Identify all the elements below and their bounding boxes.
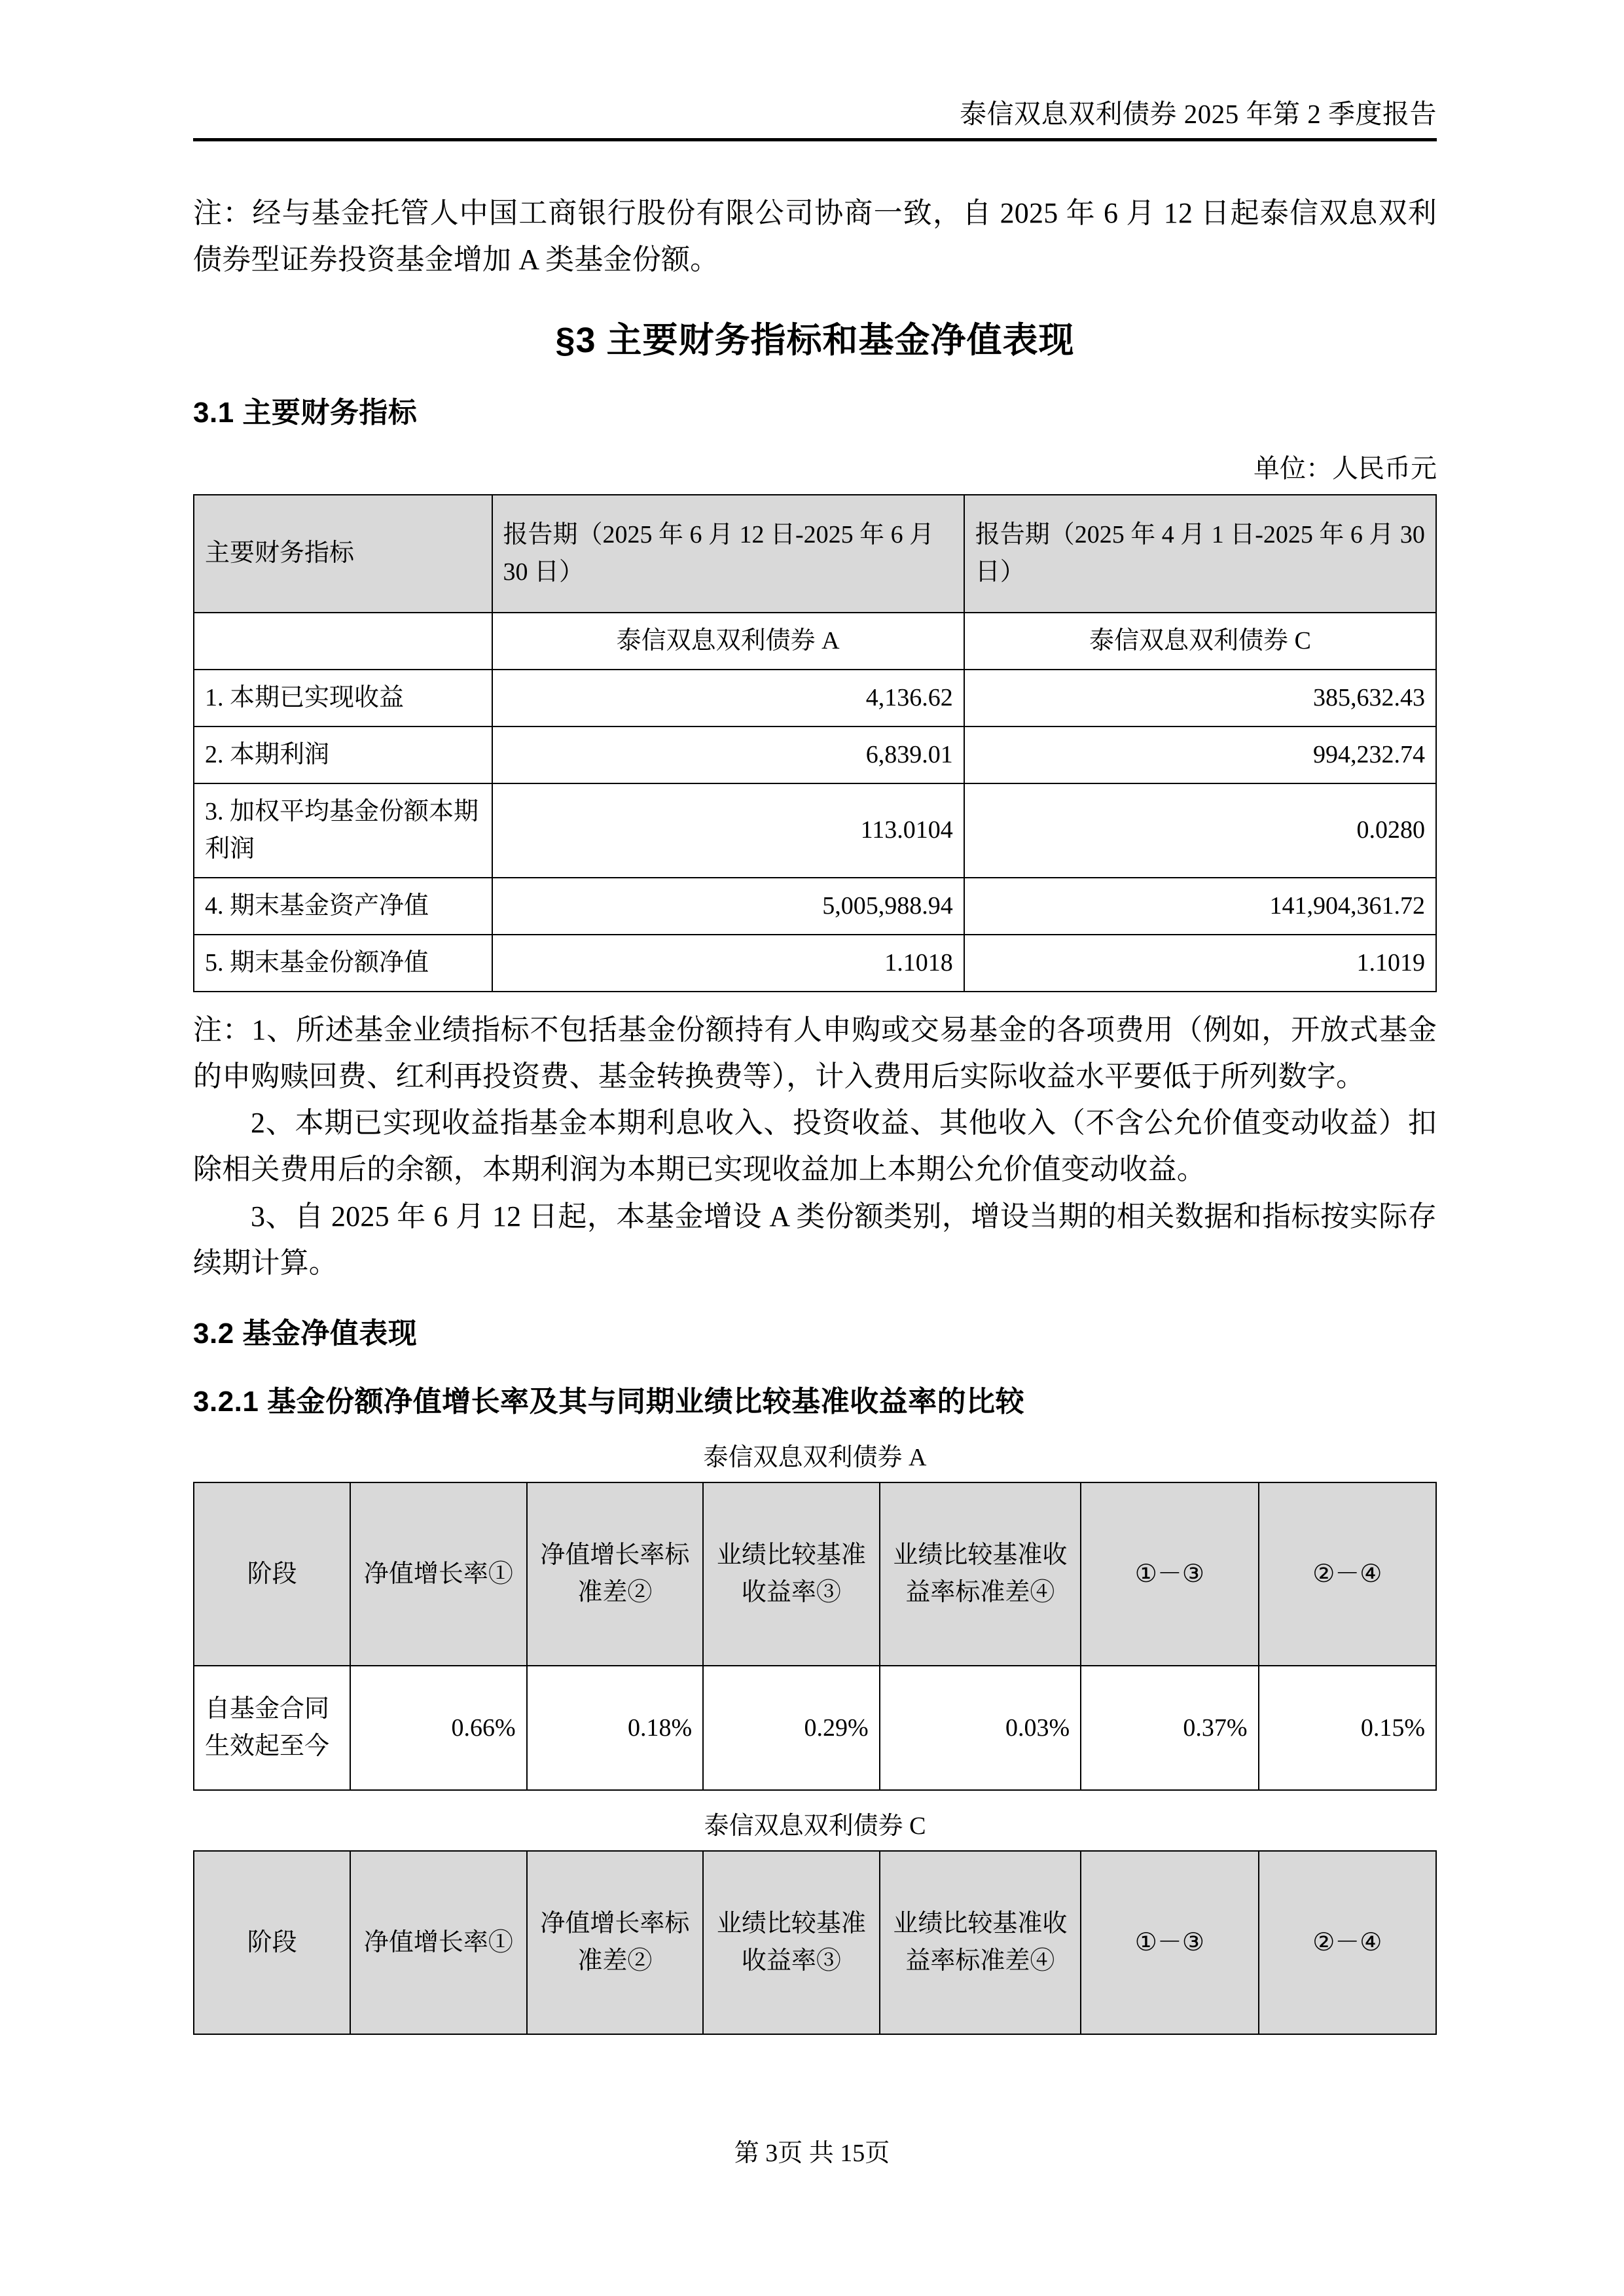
page-footer	[0, 2132, 1624, 2168]
fin-class-row-blank	[194, 613, 492, 670]
running-title: 泰信双息双利债券 2025 年第 2 季度报告	[960, 99, 1437, 129]
fin-row-label: 1. 本期已实现收益	[194, 670, 492, 726]
perf-row-benchmark-return: 0.29%	[703, 1666, 880, 1790]
page-content	[193, 190, 1437, 2035]
perf-col-benchmark-stddev: 业绩比较基准收益率标准差④	[880, 1482, 1081, 1666]
perf-col-stage: 阶段	[194, 1482, 350, 1666]
fin-row-label: 5. 期末基金份额净值	[194, 935, 492, 992]
perf-row-diff-1-3: 0.37%	[1081, 1666, 1258, 1790]
fin-row-value-a: 113.0104	[492, 783, 964, 878]
perf-col-diff-2-4: ②－④	[1259, 1851, 1436, 2034]
note-2: 2、本期已实现收益指基金本期利息收入、投资收益、其他收入（不含公允价值变动收益）扣除相关费用后的余额，本期利润为本期已实现收益加上本期公允价值变动收益。	[193, 1107, 1437, 1186]
fin-row-value-a: 6,839.01	[492, 726, 964, 783]
perf-col-benchmark-return: 业绩比较基准收益率③	[703, 1482, 880, 1666]
section-3-2-1-title: 3.2.1 基金份额净值增长率及其与同期业绩比较基准收益率的比较	[193, 1386, 1025, 1418]
perf-row-nav-growth-stddev: 0.18%	[527, 1666, 704, 1790]
section-3-1-title: 3.1 主要财务指标	[193, 396, 418, 429]
table-row	[194, 1666, 1436, 1790]
header-divider	[193, 138, 1437, 141]
page-number-label: 第 3页 共 15页	[734, 2140, 890, 2167]
table-row	[194, 613, 1436, 670]
page-header	[193, 98, 1437, 141]
perf-col-nav-growth-stddev: 净值增长率标准差②	[527, 1482, 704, 1666]
section-3-2-title: 3.2 基金净值表现	[193, 1318, 418, 1350]
fin-class-c-label: 泰信双息双利债券 C	[964, 613, 1436, 670]
table-row	[194, 1482, 1436, 1666]
fin-class-a-label: 泰信双息双利债券 A	[492, 613, 964, 670]
perf-col-nav-growth-stddev: 净值增长率标准差②	[527, 1851, 704, 2034]
performance-table-c-caption: 泰信双息双利债券 C	[704, 1812, 926, 1840]
financial-indicators-table	[193, 494, 1437, 992]
fin-row-value-a: 4,136.62	[492, 670, 964, 726]
perf-row-nav-growth: 0.66%	[350, 1666, 527, 1790]
table-row	[194, 783, 1436, 878]
perf-col-benchmark-stddev: 业绩比较基准收益率标准差④	[880, 1851, 1081, 2034]
performance-table-a-caption: 泰信双息双利债券 A	[703, 1444, 927, 1472]
perf-row-diff-2-4: 0.15%	[1259, 1666, 1436, 1790]
fin-row-value-c: 141,904,361.72	[964, 878, 1436, 935]
table-row	[194, 878, 1436, 935]
perf-col-nav-growth: 净值增长率①	[350, 1851, 527, 2034]
table-row	[194, 670, 1436, 726]
fin-row-value-c: 385,632.43	[964, 670, 1436, 726]
top-note-paragraph: 注：经与基金托管人中国工商银行股份有限公司协商一致，自 2025 年 6 月 12 日起泰信双息双利债券型证券投资基金增加 A 类基金份额。	[193, 197, 1437, 276]
perf-col-benchmark-return: 业绩比较基准收益率③	[703, 1851, 880, 2034]
fin-row-label: 4. 期末基金资产净值	[194, 878, 492, 935]
perf-col-nav-growth: 净值增长率①	[350, 1482, 527, 1666]
section-3-title: §3 主要财务指标和基金净值表现	[555, 320, 1075, 360]
fin-header-metric: 主要财务指标	[194, 495, 492, 613]
fin-row-value-a: 1.1018	[492, 935, 964, 992]
note-3: 3、自 2025 年 6 月 12 日起，本基金增设 A 类份额类别，增设当期的相关数据和指标按实际存续期计算。	[193, 1200, 1437, 1279]
table-row	[194, 726, 1436, 783]
performance-table-c	[193, 1850, 1437, 2035]
currency-unit-label: 单位：人民币元	[1254, 453, 1437, 483]
fin-row-value-a: 5,005,988.94	[492, 878, 964, 935]
fin-row-value-c: 0.0280	[964, 783, 1436, 878]
table-row	[194, 495, 1436, 613]
fin-header-period-a: 报告期（2025 年 6 月 12 日-2025 年 6 月 30 日）	[492, 495, 964, 613]
fin-row-value-c: 994,232.74	[964, 726, 1436, 783]
table-row	[194, 1851, 1436, 2034]
fin-row-value-c: 1.1019	[964, 935, 1436, 992]
perf-col-diff-1-3: ①－③	[1081, 1851, 1258, 2034]
note-1: 注：1、所述基金业绩指标不包括基金份额持有人申购或交易基金的各项费用（例如，开放式基金的申购赎回费、红利再投资费、基金转换费等），计入费用后实际收益水平要低于所列数字。	[193, 1013, 1437, 1092]
perf-row-benchmark-stddev: 0.03%	[880, 1666, 1081, 1790]
perf-row-stage: 自基金合同生效起至今	[194, 1666, 350, 1790]
table-row	[194, 935, 1436, 992]
fin-row-label: 2. 本期利润	[194, 726, 492, 783]
fin-row-label: 3. 加权平均基金份额本期利润	[194, 783, 492, 878]
perf-col-diff-2-4: ②－④	[1259, 1482, 1436, 1666]
perf-col-diff-1-3: ①－③	[1081, 1482, 1258, 1666]
performance-table-a	[193, 1482, 1437, 1791]
fin-header-period-c: 报告期（2025 年 4 月 1 日-2025 年 6 月 30 日）	[964, 495, 1436, 613]
perf-col-stage: 阶段	[194, 1851, 350, 2034]
